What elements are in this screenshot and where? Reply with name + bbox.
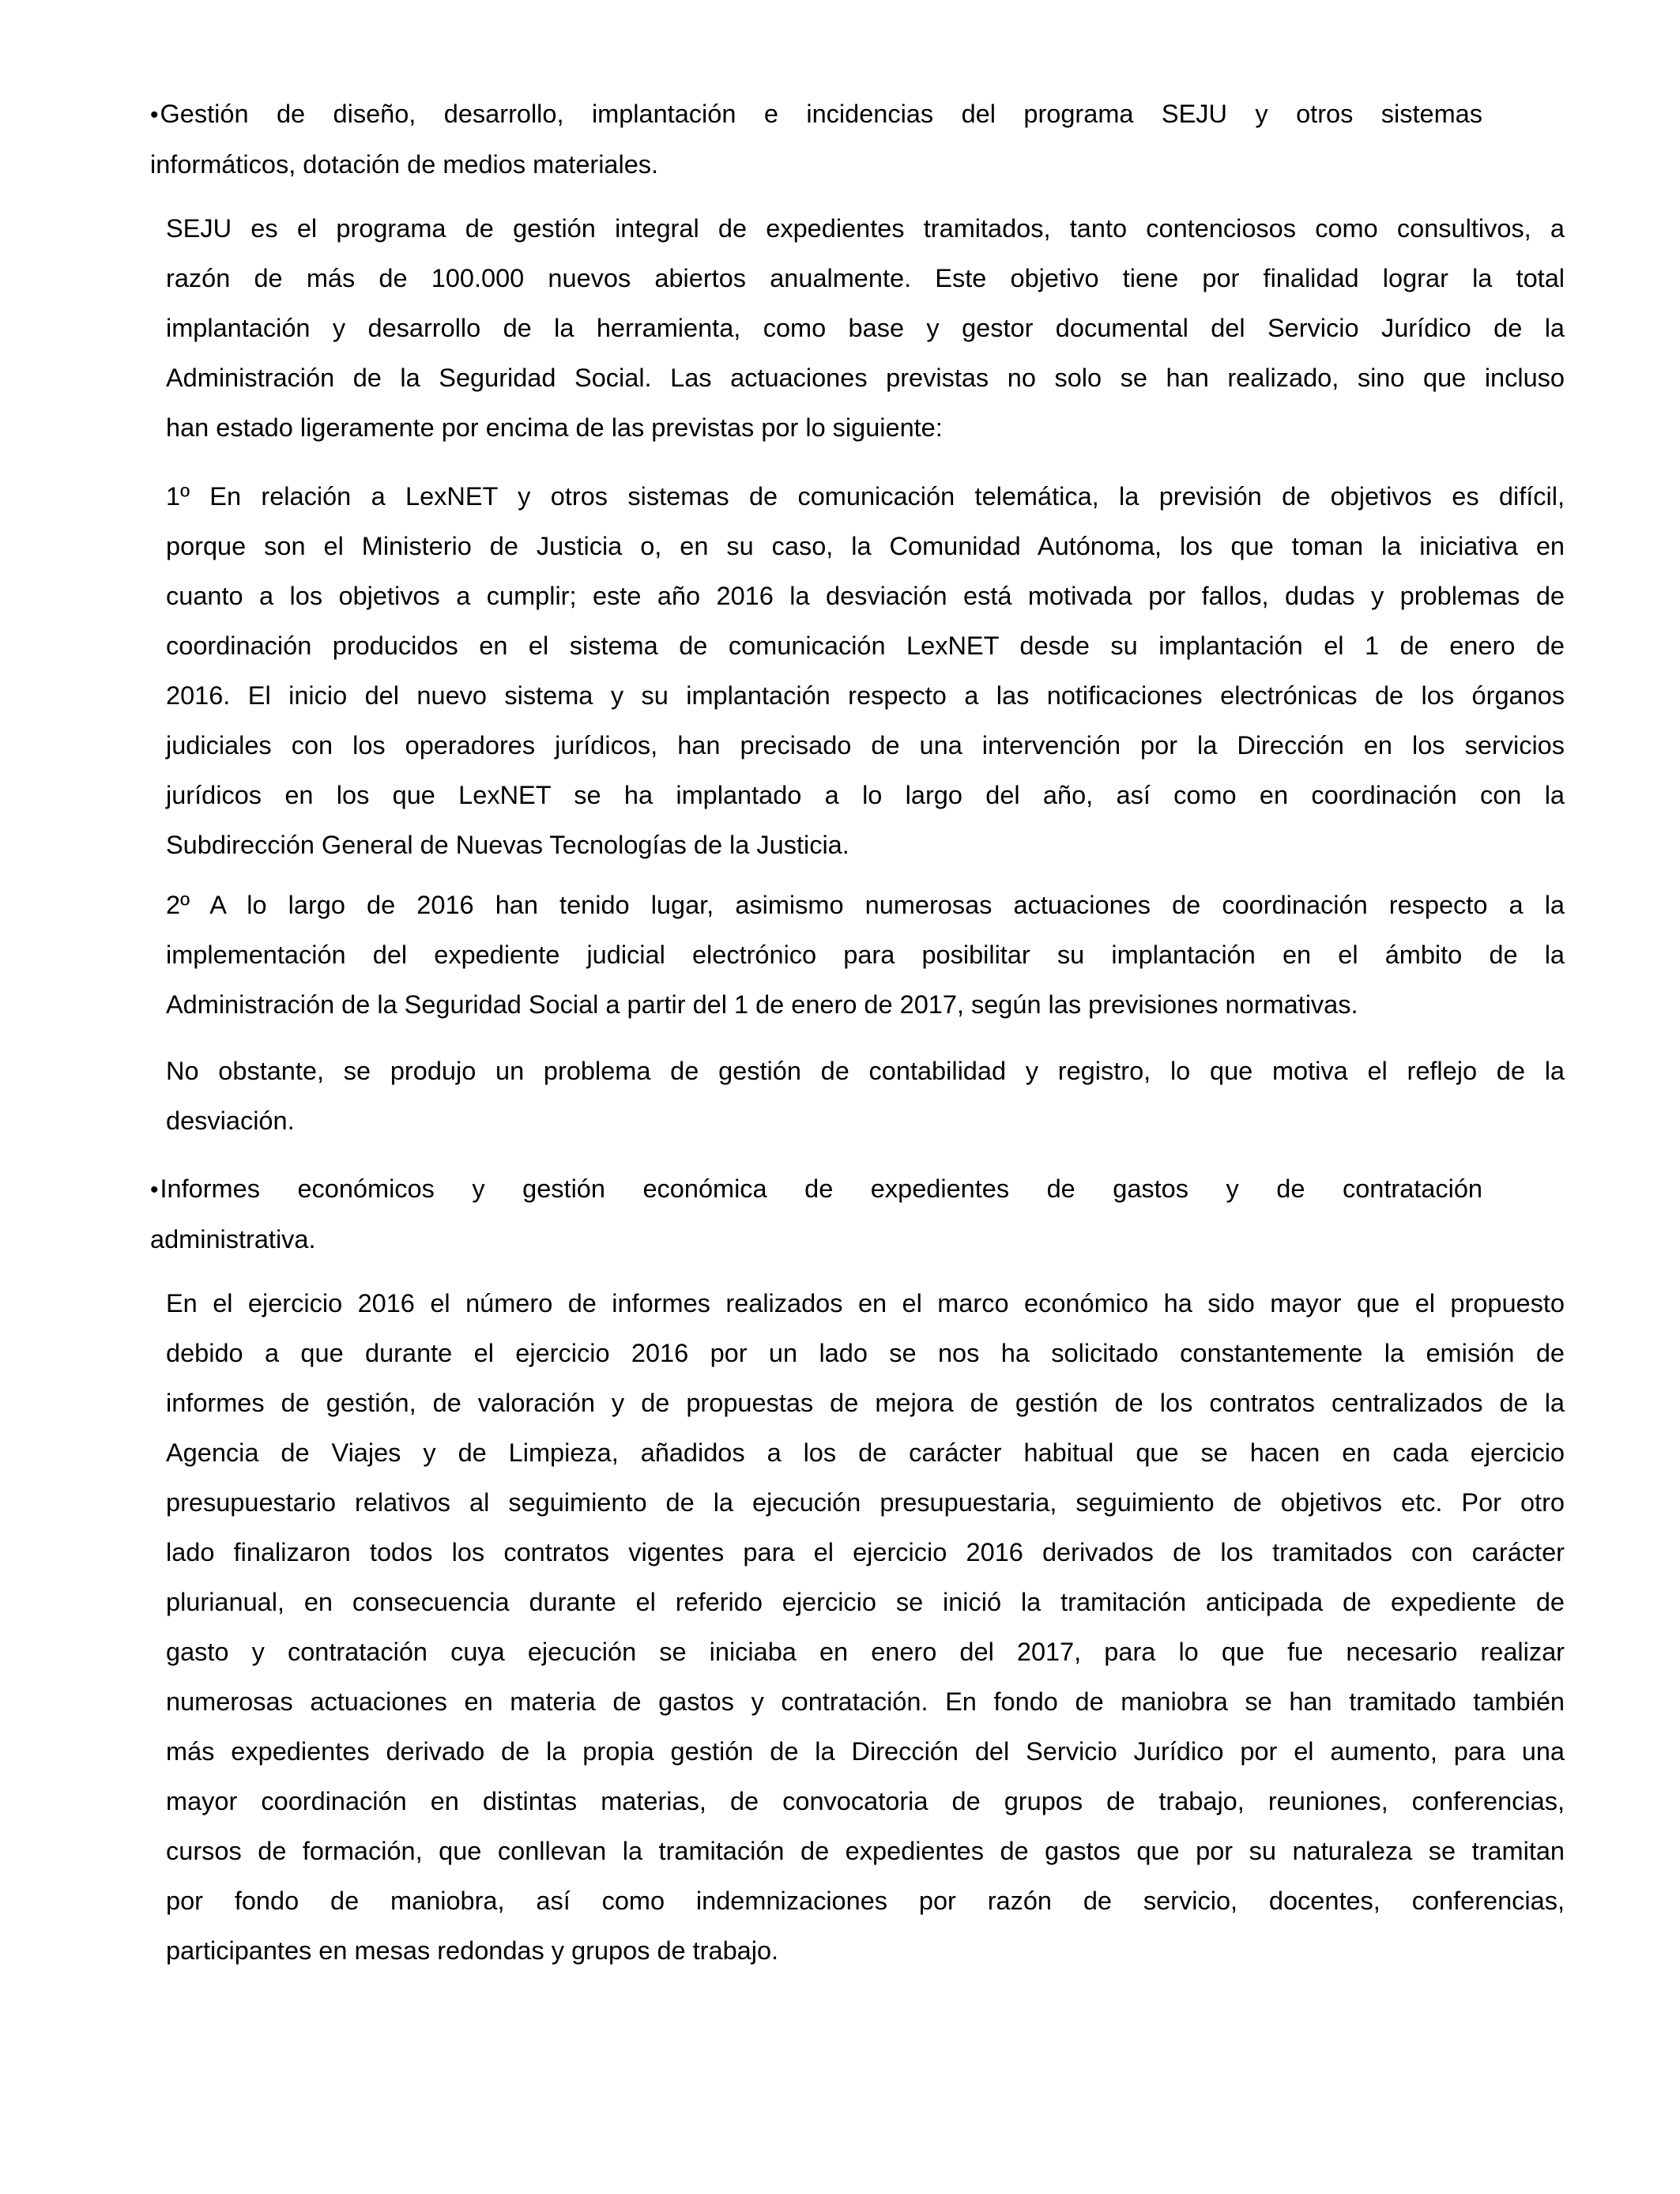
text-line: Subdirección General de Nuevas Tecnologías de la Justicia. xyxy=(166,831,849,859)
text-line: 2º A lo largo de 2016 han tenido lugar, asimismo numerosas actuaciones de coordinación respecto a la xyxy=(166,891,1565,919)
text-line: Administración de la Seguridad Social. Las actuaciones previstas no solo se han realizado, sino que incluso xyxy=(166,364,1565,392)
text-line: implantación y desarrollo de la herramienta, como base y gestor documental del Servicio Jurídico de la xyxy=(166,314,1565,342)
heading-line: •Informes económicos y gestión económica de expedientes de gastos y de contratación xyxy=(150,1174,1482,1203)
paragraph xyxy=(166,472,1565,870)
text-line: gasto y contratación cuya ejecución se iniciaba en enero del 2017, para lo que fue necesario realizar xyxy=(166,1638,1565,1666)
section-heading xyxy=(150,89,1482,189)
text-line: jurídicos en los que LexNET se ha implantado a lo largo del año, así como en coordinación con la xyxy=(166,781,1565,809)
text-line: debido a que durante el ejercicio 2016 por un lado se nos ha solicitado constantemente la emisión de xyxy=(166,1339,1565,1367)
text-line: cursos de formación, que conllevan la tramitación de expedientes de gastos que por su naturaleza se tramitan xyxy=(166,1837,1565,1865)
bullet-icon: • xyxy=(150,1177,159,1203)
text-line: Administración de la Seguridad Social a partir del 1 de enero de 2017, según las previsiones normativas. xyxy=(166,990,1358,1019)
paragraph xyxy=(166,1279,1565,1976)
text-line: coordinación producidos en el sistema de comunicación LexNET desde su implantación el 1 de enero de xyxy=(166,631,1565,660)
paragraph xyxy=(166,1046,1565,1146)
text-line: por fondo de maniobra, así como indemnizaciones por razón de servicio, docentes, conferencias, xyxy=(166,1887,1565,1915)
text-line: informes de gestión, de valoración y de propuestas de mejora de gestión de los contratos centralizados de la xyxy=(166,1389,1565,1417)
text-line: porque son el Ministerio de Justicia o, en su caso, la Comunidad Autónoma, los que toman la iniciativa en xyxy=(166,532,1565,560)
text-line: No obstante, se produjo un problema de gestión de contabilidad y registro, lo que motiva el reflejo de la xyxy=(166,1057,1565,1085)
paragraph xyxy=(166,880,1565,1030)
text-line: han estado ligeramente por encima de las previstas por lo siguiente: xyxy=(166,413,943,442)
text-line: En el ejercicio 2016 el número de informes realizados en el marco económico ha sido mayor que el propuesto xyxy=(166,1289,1565,1318)
section-heading xyxy=(150,1164,1482,1264)
text-line: SEJU es el programa de gestión integral de expedientes tramitados, tanto contenciosos como consultivos, a xyxy=(166,214,1565,243)
text-line: más expedientes derivado de la propia gestión de la Dirección del Servicio Jurídico por el aumento, para una xyxy=(166,1737,1565,1766)
text-line: implementación del expediente judicial electrónico para posibilitar su implantación en el ámbito de la xyxy=(166,941,1565,969)
text-line: lado finalizaron todos los contratos vigentes para el ejercicio 2016 derivados de los tramitados con carácter xyxy=(166,1538,1565,1566)
text-line: presupuestario relativos al seguimiento de la ejecución presupuestaria, seguimiento de objetivos etc. Por otro xyxy=(166,1488,1565,1517)
text-line: mayor coordinación en distintas materias, de convocatoria de grupos de trabajo, reuniones, conferencias, xyxy=(166,1787,1565,1815)
text-line: 2016. El inicio del nuevo sistema y su implantación respecto a las notificaciones electrónicas de los órganos xyxy=(166,681,1565,710)
heading-line: administrativa. xyxy=(150,1225,316,1253)
text-line: plurianual, en consecuencia durante el referido ejercicio se inició la tramitación anticipada de expediente de xyxy=(166,1588,1565,1616)
text-line: cuanto a los objetivos a cumplir; este año 2016 la desviación está motivada por fallos, dudas y problemas de xyxy=(166,582,1565,610)
text-line: Agencia de Viajes y de Limpieza, añadidos a los de carácter habitual que se hacen en cada ejercicio xyxy=(166,1438,1565,1467)
text-line: desviación. xyxy=(166,1106,295,1135)
text-line: razón de más de 100.000 nuevos abiertos anualmente. Este objetivo tiene por finalidad lograr la total xyxy=(166,264,1565,292)
heading-line: informáticos, dotación de medios materiales. xyxy=(150,150,659,179)
paragraph xyxy=(166,204,1565,453)
text-line: judiciales con los operadores jurídicos, han precisado de una intervención por la Dirección en los servicios xyxy=(166,731,1565,760)
bullet-icon: • xyxy=(150,102,159,128)
text-line: 1º En relación a LexNET y otros sistemas de comunicación telemática, la previsión de objetivos es difícil, xyxy=(166,482,1565,511)
text-line: participantes en mesas redondas y grupos de trabajo. xyxy=(166,1936,779,1965)
heading-line: •Gestión de diseño, desarrollo, implantación e incidencias del programa SEJU y otros sistemas xyxy=(150,100,1482,128)
text-line: numerosas actuaciones en materia de gastos y contratación. En fondo de maniobra se han tramitado también xyxy=(166,1687,1565,1716)
